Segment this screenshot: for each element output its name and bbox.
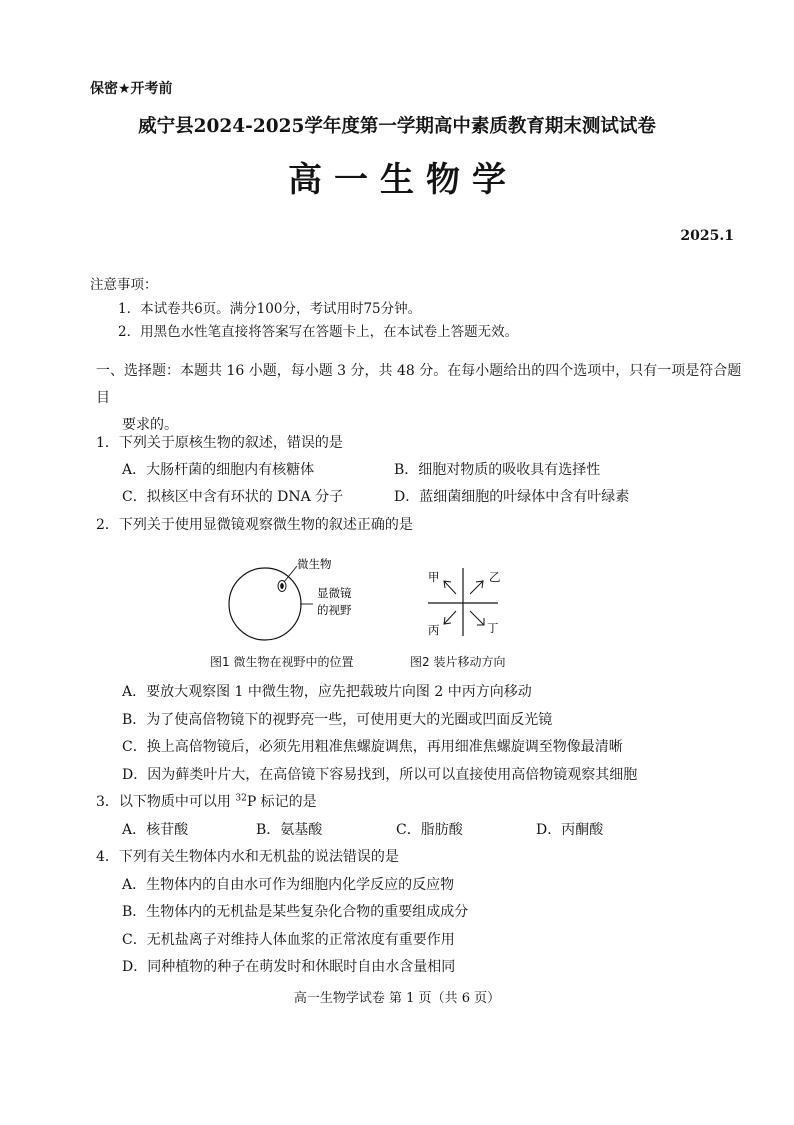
- question-3-option-d: D．丙酮酸: [536, 822, 604, 838]
- note-item: 1．本试卷共6页。满分100分，考试用时75分钟。: [118, 301, 422, 317]
- fig2-caption: 图2 装片移动方向: [410, 655, 506, 669]
- field-of-view-circle: [229, 568, 301, 640]
- microscope-figures: [200, 548, 540, 648]
- question-4-option-b: B．生物体内的无机盐是某些复杂化合物的重要组成成分: [122, 904, 469, 920]
- question-3-stem-prefix: 3．以下物质中可以用: [96, 794, 236, 810]
- question-3-stem: [96, 791, 317, 811]
- fig1-field-label-2: 的视野: [317, 603, 352, 617]
- question-2-option-a: A．要放大观察图 1 中微生物，应先把载玻片向图 2 中丙方向移动: [122, 684, 532, 700]
- question-3-option-c: C．脂肪酸: [396, 822, 463, 838]
- page-footer: 高一生物学试卷 第 1 页（共 6 页）: [293, 991, 501, 1006]
- note-item: 2．用黑色水性笔直接将答案写在答题卡上，在本试卷上答题无效。: [118, 324, 519, 340]
- fig1-caption: 图1 微生物在视野中的位置: [210, 655, 354, 669]
- exam-title: 威宁县2024-2025学年度第一学期高中素质教育期末测试试卷: [138, 116, 656, 137]
- question-4-option-d: D．同种植物的种子在萌发时和休眠时自由水含量相同: [122, 959, 456, 975]
- question-2-stem: 2．下列关于使用显微镜观察微生物的叙述正确的是: [96, 517, 413, 533]
- arrow-bing: [444, 611, 456, 624]
- fig1-microbe-label: 微生物: [297, 557, 332, 571]
- question-3-option-b: B．氨基酸: [256, 822, 323, 838]
- arrow-jia: [444, 581, 456, 594]
- confidential-mark: 保密★开考前: [90, 81, 173, 97]
- notes-title: 注意事项：: [90, 277, 158, 293]
- question-1-option-d: D．蓝细菌细胞的叶绿体中含有叶绿素: [394, 489, 630, 505]
- question-1-stem: 1．下列关于原核生物的叙述，错误的是: [96, 435, 343, 451]
- fig2-label-ding: 丁: [487, 621, 499, 635]
- question-1-option-a: A．大肠杆菌的细胞内有核糖体: [122, 462, 315, 478]
- arrow-ding: [470, 611, 484, 625]
- question-3-stem-suffix: P 标记的是: [246, 794, 317, 810]
- question-2-option-b: B．为了使高倍物镜下的视野亮一些，可使用更大的光圈或凹面反光镜: [122, 712, 553, 728]
- fig2-label-bing: 丙: [428, 623, 440, 637]
- exam-date: 2025.1: [680, 228, 734, 244]
- question-3-isotope-number: 32: [235, 793, 247, 804]
- fig1-field-label-1: 显微镜: [317, 586, 352, 600]
- subject-title: 高一生物学: [288, 160, 518, 200]
- question-1-option-b: B．细胞对物质的吸收具有选择性: [394, 462, 601, 478]
- microbe-core: [280, 583, 284, 589]
- question-4-option-a: A．生物体内的自由水可作为细胞内化学反应的反应物: [122, 877, 455, 893]
- section-heading-line2: 要求的。: [122, 417, 178, 433]
- section-heading: [96, 358, 746, 439]
- question-4-stem: 4．下列有关生物体内水和无机盐的说法错误的是: [96, 849, 399, 865]
- fig2-label-jia: 甲: [428, 570, 440, 584]
- question-3-option-a: A．核苷酸: [122, 822, 189, 838]
- question-2-option-d: D．因为藓类叶片大，在高倍镜下容易找到，所以可以直接使用高倍物镜观察其细胞: [122, 767, 638, 783]
- arrow-yi: [470, 581, 483, 594]
- question-2-option-c: C．换上高倍物镜后，必须先用粗准焦螺旋调焦，再用细准焦螺旋调至物像最清晰: [122, 739, 623, 755]
- question-4-option-c: C．无机盐离子对维持人体血浆的正常浓度有重要作用: [122, 932, 455, 948]
- fig2-label-yi: 乙: [489, 570, 501, 584]
- section-heading-line1: 一、选择题：本题共 16 小题，每小题 3 分，共 48 分。在每小题给出的四个选项中，只有一项是符合题目: [96, 363, 742, 406]
- question-1-option-c: C．拟核区中含有环状的 DNA 分子: [122, 489, 344, 505]
